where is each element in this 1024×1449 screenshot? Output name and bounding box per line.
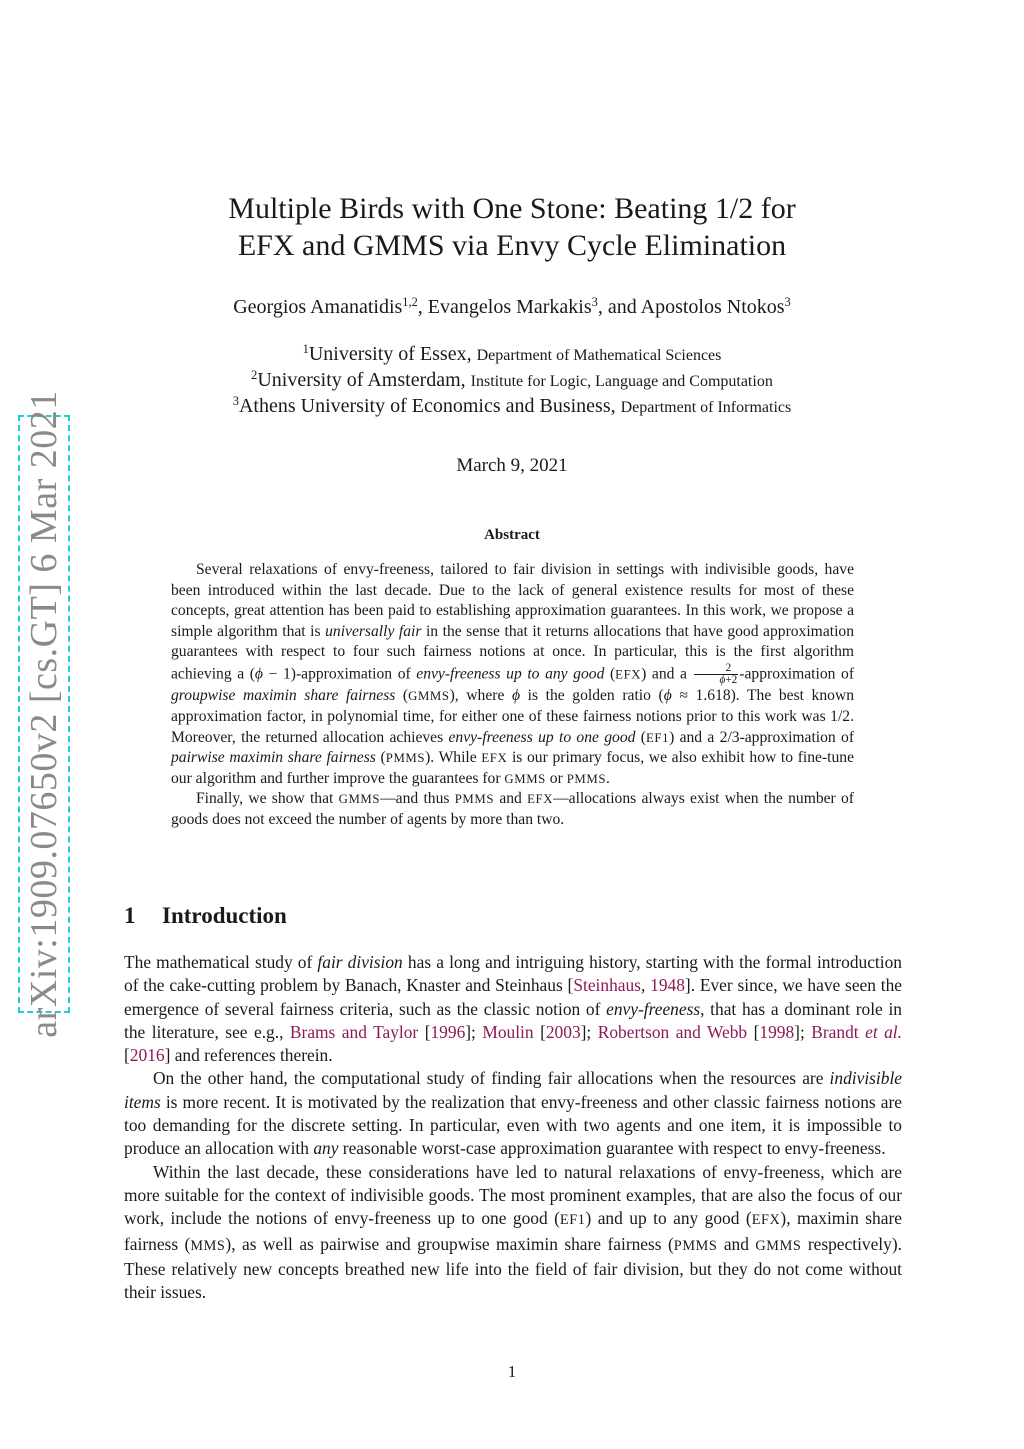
citation-link[interactable]: 1948 (650, 975, 685, 996)
affiliation-list (120, 342, 904, 420)
paper-date: March 9, 2021 (456, 455, 568, 476)
author-affil-sup: 1,2 (402, 295, 418, 310)
citation-link[interactable]: Robertson and Webb (597, 1021, 748, 1042)
citation-link[interactable]: 1996 (430, 1021, 466, 1042)
citation-link[interactable]: 1998 (759, 1021, 795, 1042)
author-affil-sup: 3 (591, 295, 598, 310)
paper-title (120, 190, 904, 264)
author-name: Apostolos Ntokos (640, 296, 785, 318)
citation-link[interactable]: Brandt et al. (811, 1021, 902, 1042)
title-line-1: Multiple Birds with One Stone: Beating 1/2 for (228, 192, 796, 225)
title-line-2: EFX and GMMS via Envy Cycle Elimination (237, 229, 787, 262)
body-paragraph: The mathematical study of fair division has a long and intriguing history, starting with the formal introduction of the cake-cutting problem by Banach, Knaster and Steinhaus [Steinhaus, 1948]. Ever since, we have seen the emergence of several fairness criteria, such as the classic notion of envy-freeness, that has a dominant role in the literature, see e.g., Brams and Taylor [1996]; Moulin [2003]; Robertson and Webb [1998]; Brandt et al. [2016] and references therein. (124, 952, 902, 1066)
body-paragraph: On the other hand, the computational study of finding fair allocations when the resources are indivisible items is more recent. It is motivated by the realization that envy-freeness and other classic fairness notions are too demanding for the discrete setting. In particular, even with two agents and one item, it is impossible to produce an allocation with any reasonable worst-case approximation guarantee with respect to envy-freeness. (124, 1068, 902, 1159)
citation-link[interactable]: 2016 (129, 1045, 165, 1066)
abstract-heading: Abstract (484, 527, 540, 543)
citation-link[interactable]: Moulin (482, 1021, 534, 1042)
affiliation: $^3$Athens University of Economics and Business, Department of Informatics (232, 394, 792, 417)
section-heading (124, 903, 287, 929)
author-list: Georgios Amanatidis$^{1,2}$, Evangelos Markakis$^3$, and Apostolos Ntokos$^3$ (233, 295, 791, 318)
abstract-paragraph: Finally, we show that GMMS—and thus PMMS and EFX—allocations always exist when the number of goods does not exceed the number of agents by more than two. (171, 790, 855, 828)
affiliation: $^1$University of Essex, Department of Mathematical Sciences (302, 342, 722, 365)
body-paragraph: Within the last decade, these considerations have led to natural relaxations of envy-freeness, which are more suitable for the context of indivisible goods. The most prominent examples, that are also the focus of our work, include the notions of envy-freeness up to one good (EF1) and up to any good (EFX), maximin share fairness (MMS), as well as pairwise and groupwise maximin share fairness (PMMS and GMMS respectively). These relatively new concepts breathed new life into the field of fair division, but they do not come without their issues. (124, 1161, 902, 1303)
arxiv-stamp (18, 390, 70, 1038)
citation-link[interactable]: 2003 (545, 1021, 581, 1042)
citation-link[interactable]: Steinhaus (573, 975, 641, 996)
abstract-body (171, 560, 854, 831)
arxiv-id: arXiv:1909.07650v2 [cs.GT] 6 Mar 2021 (23, 390, 65, 1038)
abstract-paragraph: Several relaxations of envy-freeness, tailored to fair division in settings with indivisible goods, have been introduced within the last decade. Due to the lack of general existence results for most of these concepts, great attention has been paid to establishing approximation guarantees. In this work, we propose a simple algorithm that is universally fair in the sense that it returns allocations that have good approximation guarantees with respect to four such fairness notions at once. In particular, this is the first algorithm achieving a (ϕ − 1)-approximation of envy-freeness up to any good (EFX) and a $\frac{2}{\phi+2}$ -approximation of groupwise maximin share fairness (GMMS), where ϕ is the golden ratio (ϕ ≈ 1.618). The best known approximation factor, in polynomial time, for either one of these fairness notions prior to this work was 1/2. Moreover, the returned allocation achieves envy-freeness up to one good (EF1) and a 2/3-approximation of pairwise maximin share fairness (PMMS). While EFX is our primary focus, we also exhibit how to fine-tune our algorithm and further improve the guarantees for GMMS or PMMS. (171, 561, 855, 787)
citation-link[interactable]: Brams and Taylor (289, 1021, 419, 1042)
affiliation: $^2$University of Amsterdam, Institute for Logic, Language and Computation (251, 368, 773, 391)
author-affil-sup: 3 (784, 295, 791, 310)
author-name: Georgios Amanatidis (233, 296, 403, 318)
page-number: 1 (507, 1362, 517, 1381)
section-number: 1 (124, 903, 136, 928)
introduction-body (124, 951, 902, 1304)
author-name: Evangelos Markakis (427, 296, 592, 318)
section-title: Introduction (162, 903, 287, 928)
